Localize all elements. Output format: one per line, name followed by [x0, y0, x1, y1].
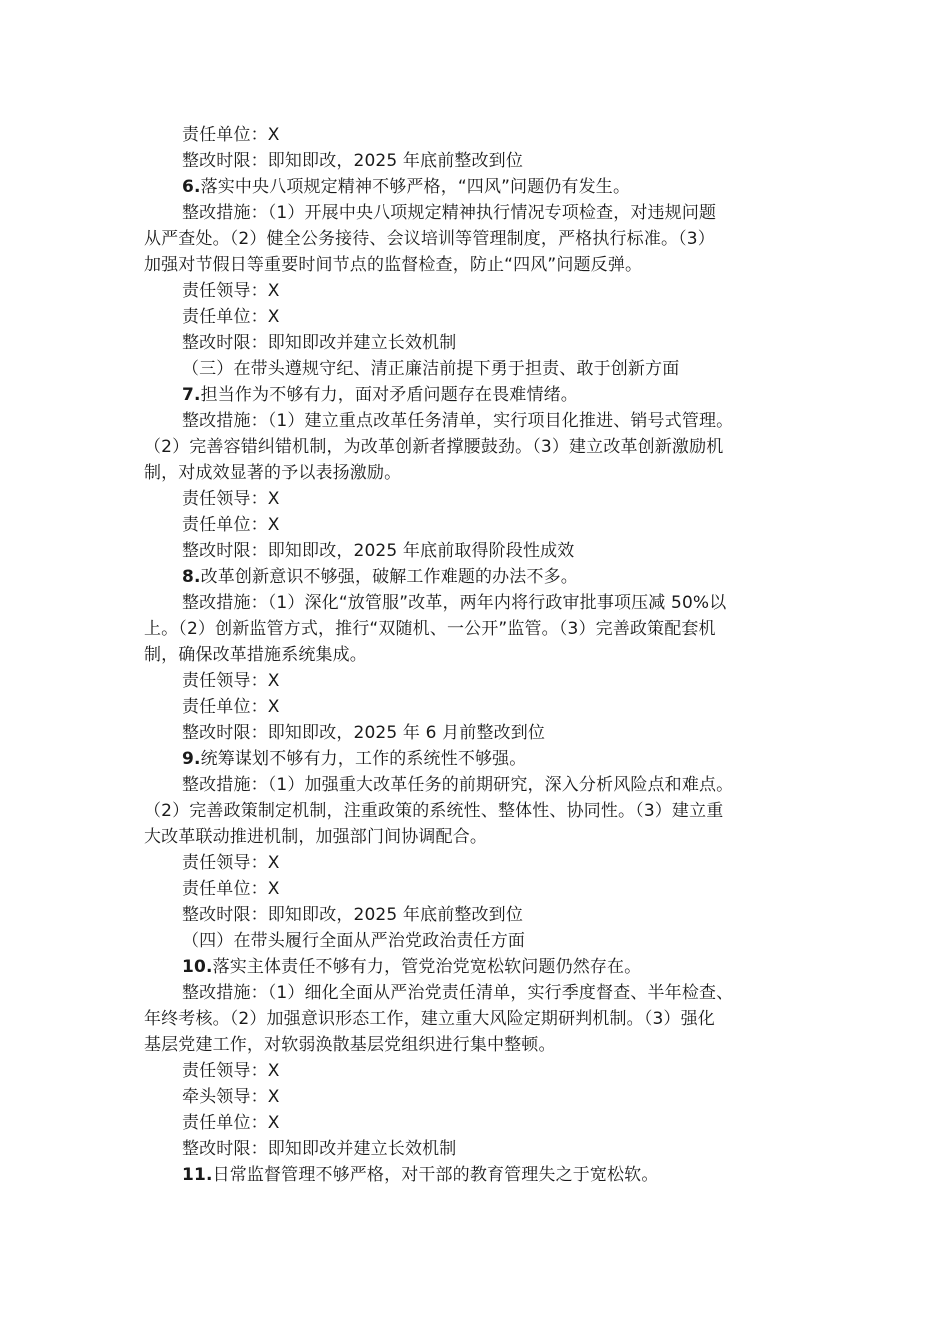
text-line: [144, 408, 804, 434]
text-line: [144, 694, 804, 720]
text-line: [144, 304, 804, 330]
line-text: 责任领导：X: [182, 1061, 280, 1081]
text-line: [144, 564, 804, 590]
text-line: [144, 226, 804, 252]
item-number: 7.: [182, 385, 201, 405]
text-line: [144, 278, 804, 304]
line-text: 牵头领导：X: [182, 1087, 280, 1107]
text-line: [144, 876, 804, 902]
text-line: [144, 772, 804, 798]
text-line: [144, 538, 804, 564]
line-text: 整改措施：（1）细化全面从严治党责任清单，实行季度督查、半年检查、: [182, 983, 734, 1003]
text-line: [144, 616, 804, 642]
item-number: 10.: [182, 957, 213, 977]
text-line: [144, 382, 804, 408]
line-text: 整改措施：（1）建立重点改革任务清单，实行项目化推进、销号式管理。: [182, 411, 734, 431]
line-text: 责任单位：X: [182, 697, 280, 717]
text-line: [144, 460, 804, 486]
line-text: 整改时限：即知即改，2025 年底前整改到位: [182, 905, 523, 925]
text-line: [144, 148, 804, 174]
text-line: [144, 200, 804, 226]
text-line: [144, 122, 804, 148]
text-line: [144, 850, 804, 876]
item-number: 9.: [182, 749, 201, 769]
line-text: （三）在带头遵规守纪、清正廉洁前提下勇于担责、敢于创新方面: [182, 359, 680, 379]
line-text: 从严查处。（2）健全公务接待、会议培训等管理制度，严格执行标准。（3）: [144, 229, 715, 249]
text-line: [144, 668, 804, 694]
line-text: 落实中央八项规定精神不够严格，“四风”问题仍有发生。: [200, 177, 631, 197]
document-page: [144, 122, 804, 1188]
text-line: [144, 954, 804, 980]
text-line: [144, 824, 804, 850]
text-line: [144, 590, 804, 616]
line-text: （2）完善容错纠错机制，为改革创新者撑腰鼓劲。（3）建立改革创新激励机: [144, 437, 724, 457]
line-text: 责任单位：X: [182, 1113, 280, 1133]
line-text: 责任单位：X: [182, 879, 280, 899]
line-text: 制，确保改革措施系统集成。: [144, 645, 367, 665]
line-text: （四）在带头履行全面从严治党政治责任方面: [182, 931, 525, 951]
text-line: [144, 642, 804, 668]
line-text: 整改时限：即知即改并建立长效机制: [182, 333, 457, 353]
text-line: [144, 512, 804, 538]
line-text: 担当作为不够有力，面对矛盾问题存在畏难情绪。: [200, 385, 578, 405]
text-line: [144, 356, 804, 382]
text-line: [144, 798, 804, 824]
line-text: 年终考核。（2）加强意识形态工作，建立重大风险定期研判机制。（3）强化: [144, 1009, 715, 1029]
line-text: 日常监督管理不够严格，对干部的教育管理失之于宽松软。: [212, 1165, 659, 1185]
text-line: [144, 174, 804, 200]
line-text: 责任领导：X: [182, 853, 280, 873]
text-line: [144, 720, 804, 746]
text-line: [144, 1032, 804, 1058]
text-line: [144, 1162, 804, 1188]
line-text: 制，对成效显著的予以表扬激励。: [144, 463, 402, 483]
line-text: 整改时限：即知即改并建立长效机制: [182, 1139, 457, 1159]
text-line: [144, 1006, 804, 1032]
text-line: [144, 330, 804, 356]
text-line: [144, 434, 804, 460]
item-number: 6.: [182, 177, 201, 197]
line-text: 上。（2）创新监管方式，推行“双随机、一公开”监管。（3）完善政策配套机: [144, 619, 716, 639]
line-text: 整改措施：（1）深化“放管服”改革，两年内将行政审批事项压减 50%以: [182, 593, 727, 613]
line-text: 落实主体责任不够有力，管党治党宽松软问题仍然存在。: [212, 957, 642, 977]
line-text: 责任领导：X: [182, 671, 280, 691]
line-text: 整改时限：即知即改，2025 年 6 月前整改到位: [182, 723, 546, 743]
text-line: [144, 252, 804, 278]
line-text: 整改时限：即知即改，2025 年底前取得阶段性成效: [182, 541, 575, 561]
item-number: 8.: [182, 567, 201, 587]
item-number: 11.: [182, 1165, 213, 1185]
line-text: 责任单位：X: [182, 125, 280, 145]
line-text: 大改革联动推进机制，加强部门间协调配合。: [144, 827, 487, 847]
line-text: 责任领导：X: [182, 489, 280, 509]
text-line: [144, 486, 804, 512]
line-text: 责任单位：X: [182, 307, 280, 327]
line-text: 责任领导：X: [182, 281, 280, 301]
line-text: 整改时限：即知即改，2025 年底前整改到位: [182, 151, 523, 171]
line-text: （2）完善政策制定机制，注重政策的系统性、整体性、协同性。（3）建立重: [144, 801, 724, 821]
text-line: [144, 746, 804, 772]
line-text: 基层党建工作，对软弱涣散基层党组织进行集中整顿。: [144, 1035, 556, 1055]
line-text: 责任单位：X: [182, 515, 280, 535]
line-text: 统筹谋划不够有力，工作的系统性不够强。: [200, 749, 527, 769]
text-line: [144, 902, 804, 928]
text-line: [144, 1110, 804, 1136]
text-line: [144, 1058, 804, 1084]
line-text: 改革创新意识不够强，破解工作难题的办法不多。: [200, 567, 578, 587]
line-text: 整改措施：（1）加强重大改革任务的前期研究，深入分析风险点和难点。: [182, 775, 734, 795]
line-text: 整改措施：（1）开展中央八项规定精神执行情况专项检查，对违规问题: [182, 203, 717, 223]
text-line: [144, 928, 804, 954]
text-line: [144, 1084, 804, 1110]
text-line: [144, 1136, 804, 1162]
text-line: [144, 980, 804, 1006]
line-text: 加强对节假日等重要时间节点的监督检查，防止“四风”问题反弹。: [144, 255, 643, 275]
